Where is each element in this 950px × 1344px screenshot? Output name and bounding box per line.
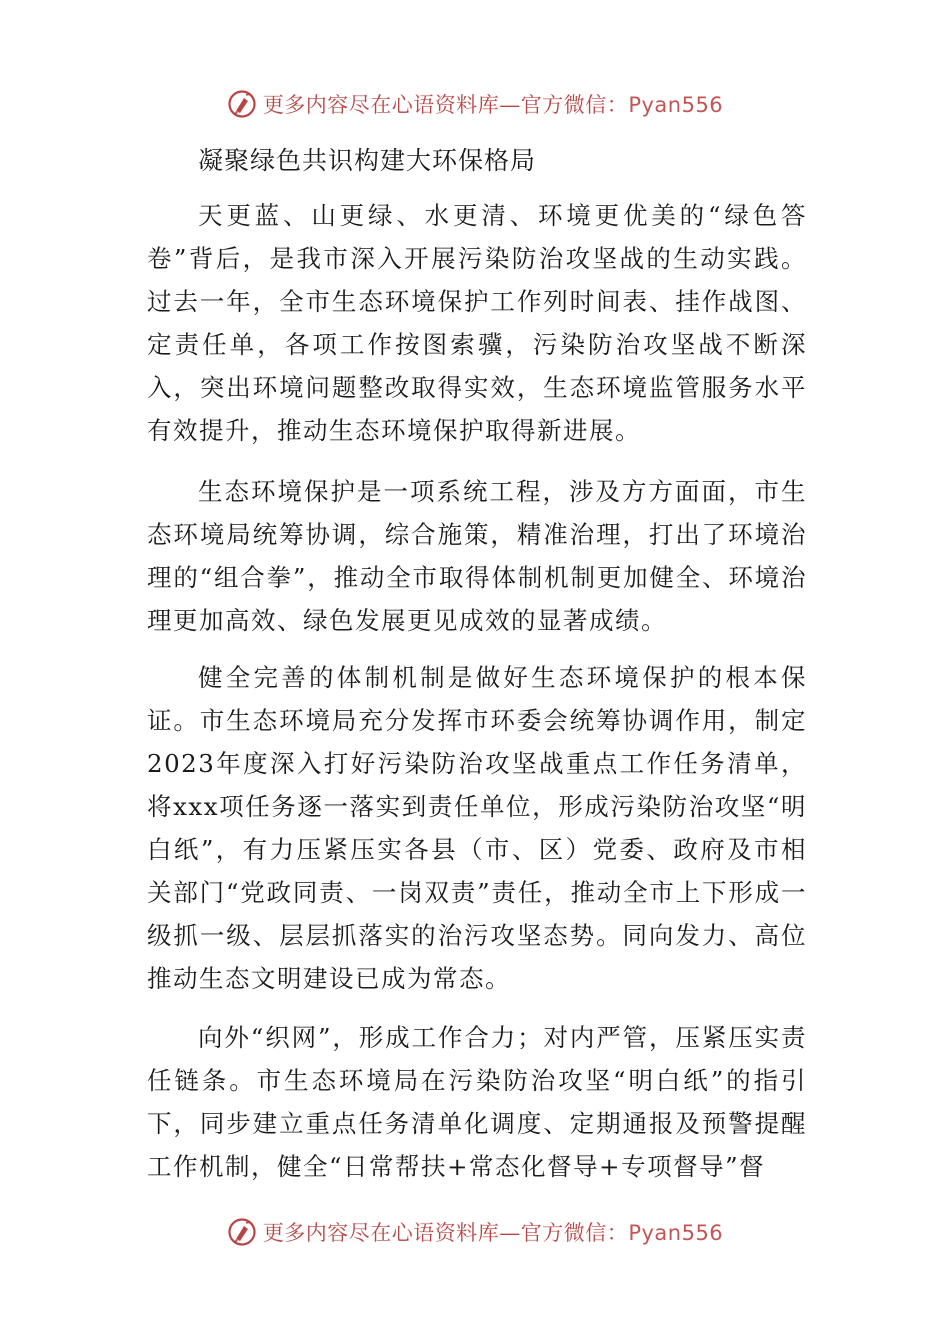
wechat-id: Pyan556 [628,1221,724,1245]
header-watermark [0,84,950,124]
paragraph-4: 向外“织网”，形成工作合力；对内严管，压紧压实责任链条。市生态环境局在污染防治攻坚“明白纸”的指引下，同步建立重点任务清单化调度、定期通报及预警提醒工作机制，健全“日常帮扶+常态化督导+专项督导”督 [147,1023,807,1181]
wechat-id: Pyan556 [628,93,724,117]
pen-nib-circle-icon [227,1217,257,1247]
pen-nib-circle-icon [227,89,257,119]
paragraph-1: 天更蓝、山更绿、水更清、环境更优美的“绿色答卷”背后，是我市深入开展污染防治攻坚战的生动实践。过去一年，全市生态环境保护工作列时间表、挂作战图、定责任单，各项工作按图索骥，污染防治攻坚战不断深入，突出环境问题整改取得实效，生态环境监管服务水平有效提升，推动生态环境保护取得新进展。 [147,201,807,445]
paragraph-3: 健全完善的体制机制是做好生态环境保护的根本保证。市生态环境局充分发挥市环委会统筹协调作用，制定2023年度深入打好污染防治攻坚战重点工作任务清单，将xxx项任务逐一落实到责任单位，形成污染防治攻坚“明白纸”，有力压紧压实各县（市、区）党委、政府及市相关部门“党政同责、一岗双责”责任，推动全市上下形成一级抓一级、层层抓落实的治污攻坚态势。同向发力、高位推动生态文明建设已成为常态。 [147,663,807,993]
paragraph-2: 生态环境保护是一项系统工程，涉及方方面面，市生态环境局统筹协调，综合施策，精准治理，打出了环境治理的“组合拳”，推动全市取得体制机制更加健全、环境治理更加高效、绿色发展更见成效的显著成绩。 [147,477,807,635]
watermark-text: 更多内容尽在心语资料库—官方微信：Pyan556 [262,1221,724,1245]
watermark-text: 更多内容尽在心语资料库—官方微信：Pyan556 [262,93,724,117]
document-title: 凝聚绿色共识构建大环保格局 [198,146,537,175]
footer-watermark [0,1212,950,1252]
